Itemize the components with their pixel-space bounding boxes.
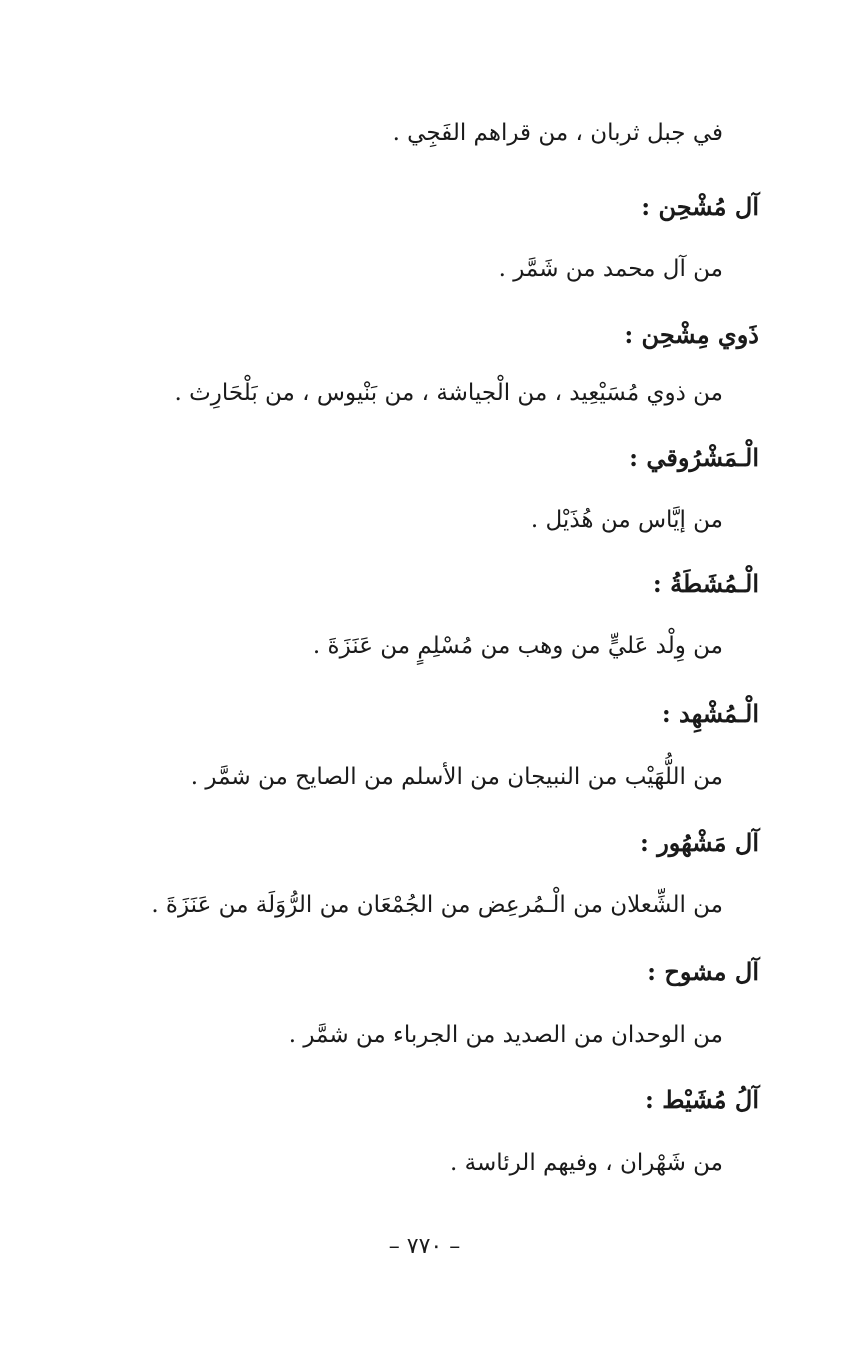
entry-heading: آل مَشْهُور : [640,828,759,857]
text-line: في جبل ثربان ، من قراهم الفَجِي . [392,120,723,146]
text-line: من الوحدان من الصديد من الجرباء من شمَّر . [288,1022,723,1048]
text-line: من وِلْد عَليٍّ من وهب من مُسْلِمٍ من عَنَزَةَ . [312,633,723,659]
page-number: – ٧٧٠ – [388,1234,461,1259]
entry-heading: آلُ مُشَيْط : [645,1085,759,1114]
entry-heading: آل مُشْحِن : [641,192,759,221]
text-line: من آل محمد من شَمَّر . [498,256,723,282]
text-line: من الشِّعلان من الْـمُرعِض من الجُمْعَان من الرُّوَلَة من عَنَزَةَ . [151,892,723,918]
text-line: من اللُّهَيْب من النبيجان من الأسلم من الصايح من شمَّر . [190,764,723,790]
entry-heading: الْـمُشْهِد : [661,699,759,728]
entry-heading: ذَوي مِشْحِن : [624,320,759,349]
text-line: من ذوي مُسَيْعِيد ، من الْجياشة ، من بَنْيوس ، من بَلْحَارِث . [174,380,723,406]
entry-heading: آل مشوح : [647,957,759,986]
entry-heading: الْـمَشْرُوقي : [629,443,759,472]
text-line: من إيَّاس من هُذَيْل . [530,507,723,533]
text-line: من شَهْران ، وفيهم الرئاسة . [449,1150,723,1176]
entry-heading: الْـمُشَطَةُ : [652,569,759,598]
